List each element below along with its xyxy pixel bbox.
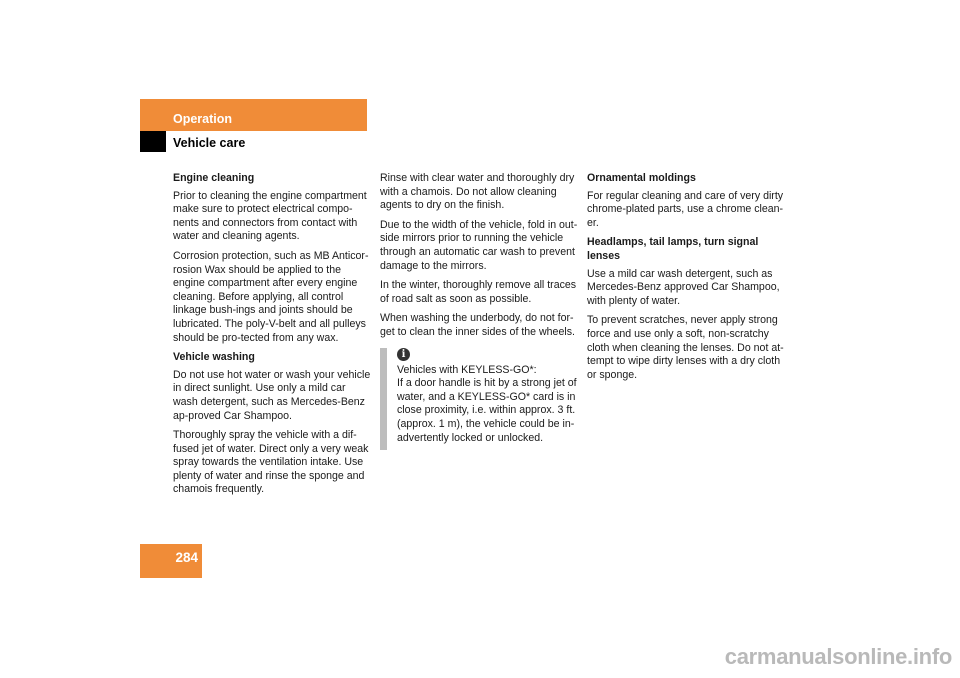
footer-watermark: carmanualsonline.info: [724, 644, 952, 669]
paragraph: Corrosion protection, such as MB Anticor-rosion Wax should be applied to the engine compartment after every engine cleaning. Before applying, all control linkage bush-ings and joints should be lubricated. The poly-V-belt and all pulleys should be pro-tected from any wax.: [173, 249, 369, 344]
section-title: Operation: [173, 112, 233, 126]
paragraph: Do not use hot water or wash your vehicle in direct sunlight. Use only a mild car wash detergent, such as Mercedes-Benz ap-proved Car Shampoo.: [173, 368, 371, 422]
section-marker: [140, 131, 166, 152]
heading-ornamental-moldings: Ornamental moldings: [587, 172, 696, 184]
column-1: [173, 172, 371, 503]
paragraph: Thoroughly spray the vehicle with a dif-fused jet of water. Direct only a very weak spray towards the ventilation intake. Use plenty of water and rinse the sponge and chamois frequently.: [173, 429, 369, 496]
paragraph: To prevent scratches, never apply strong force and use only a soft, non-scratchy cloth when cleaning the lenses. Do not at-tempt to wipe dirty lenses with a dry cloth or sponge.: [587, 314, 784, 381]
column-2: [380, 172, 578, 445]
page-number-box: [140, 544, 202, 578]
paragraph: For regular cleaning and care of very dirty chrome-plated parts, use a chrome clean-er.: [587, 189, 784, 229]
paragraph: When washing the underbody, do not for-get to clean the inner sides of the wheels.: [380, 312, 575, 338]
paragraph: Prior to cleaning the engine compartment make sure to protect electrical compo-nents and connectors from contact with water and cleaning agents.: [173, 189, 367, 243]
heading-vehicle-washing: Vehicle washing: [173, 351, 255, 364]
paragraph: Due to the width of the vehicle, fold in out-side mirrors prior to running the vehicle through an automatic car wash to prevent damage to the mirrors.: [380, 218, 578, 272]
column-3: [587, 172, 787, 388]
page-number: 284: [175, 550, 198, 565]
heading-engine-cleaning: Engine cleaning: [173, 172, 255, 184]
note-bar: [380, 348, 387, 450]
paragraph: Use a mild car wash detergent, such as Mercedes-Benz approved Car Shampoo, with plenty of water.: [587, 267, 780, 307]
info-icon: i: [397, 348, 410, 361]
paragraph: In the winter, thoroughly remove all traces of road salt as soon as possible.: [380, 279, 577, 305]
note-text: If a door handle is hit by a strong jet of water, and a KEYLESS-GO* card is in close proximity, i.e. within approx. 3 ft. (approx. 1 m), the vehicle could be in-advertently locked or unlocked.: [397, 377, 577, 444]
subsection-title: Vehicle care: [173, 136, 246, 150]
note-title: Vehicles with KEYLESS-GO*:: [397, 363, 537, 376]
paragraph: Rinse with clear water and thoroughly dry with a chamois. Do not allow cleaning agents to dry on the finish.: [380, 172, 575, 212]
info-note: [380, 348, 578, 446]
heading-lamps: Headlamps, tail lamps, turn signal lenses: [587, 236, 759, 262]
